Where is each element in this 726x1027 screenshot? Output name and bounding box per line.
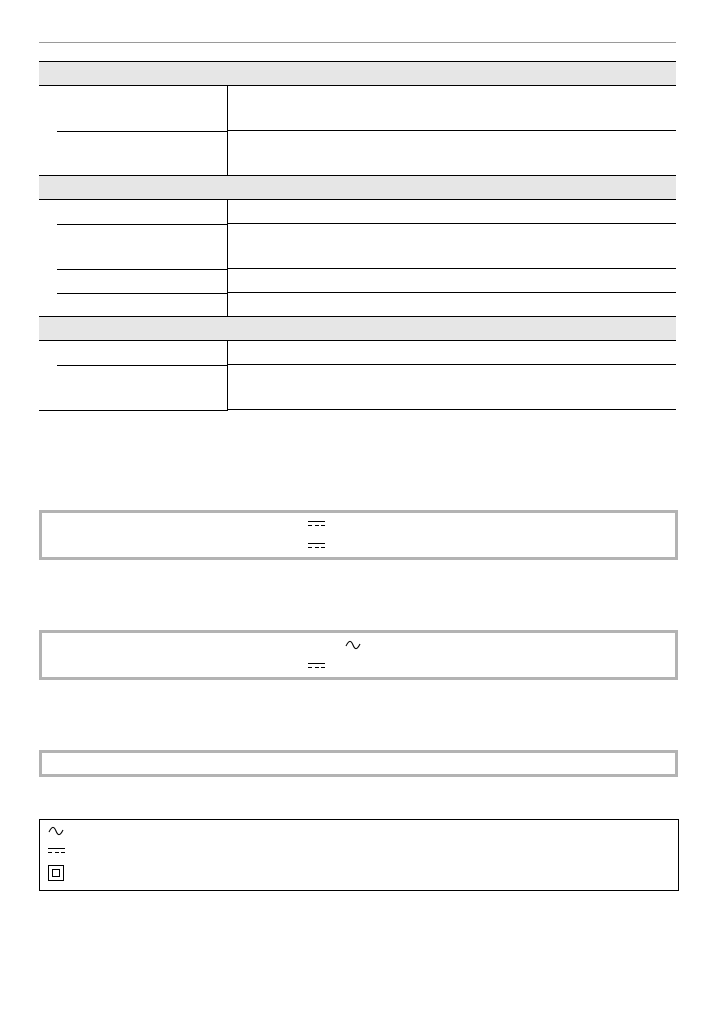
- ac-current-icon: [48, 826, 64, 836]
- spec-value: [227, 200, 676, 224]
- spec-row: [39, 86, 676, 131]
- legend-item-double-insulation: [48, 865, 648, 883]
- dc-current-icon: [48, 847, 65, 855]
- spec-row: [39, 341, 676, 365]
- spec-row: [39, 200, 676, 224]
- dc-current-icon: [308, 520, 325, 528]
- header-rule: [39, 42, 676, 43]
- spec-row: [39, 269, 676, 293]
- rating-text: [62, 640, 342, 650]
- spec-value: [227, 365, 676, 410]
- spec-value: [227, 131, 676, 176]
- rating-text: [62, 758, 662, 768]
- legend-item-ac: [48, 824, 648, 842]
- rating-box-2: [39, 630, 678, 680]
- ac-current-icon: [345, 640, 361, 650]
- spec-label: [39, 293, 227, 317]
- dc-current-icon: [308, 542, 325, 550]
- rating-text: [62, 539, 302, 549]
- spec-value: [227, 224, 676, 269]
- spec-label: [39, 200, 227, 224]
- specifications-table: [39, 61, 676, 410]
- spec-row: [39, 293, 676, 317]
- spec-value: [227, 86, 676, 131]
- spec-row: [39, 131, 676, 176]
- spec-label: [39, 131, 227, 176]
- spec-row: [39, 224, 676, 269]
- spec-label: [39, 341, 227, 365]
- section-header-3: [39, 317, 676, 341]
- legend-item-dc: [48, 845, 648, 863]
- spec-label: [39, 86, 227, 131]
- symbol-legend: [39, 819, 679, 891]
- spec-label: [39, 224, 227, 269]
- rating-text: [62, 659, 302, 669]
- dc-current-icon: [308, 662, 325, 670]
- spec-row: [39, 365, 676, 410]
- spec-label: [39, 365, 227, 410]
- rating-text: [62, 520, 302, 530]
- section-header-2: [39, 176, 676, 200]
- spec-value: [227, 293, 676, 317]
- spec-value: [227, 269, 676, 293]
- section-header-1: [39, 62, 676, 86]
- spec-value: [227, 341, 676, 365]
- spec-label: [39, 269, 227, 293]
- double-insulation-icon: [48, 865, 64, 881]
- rating-box-1: [39, 510, 678, 560]
- rating-box-3: [39, 750, 678, 777]
